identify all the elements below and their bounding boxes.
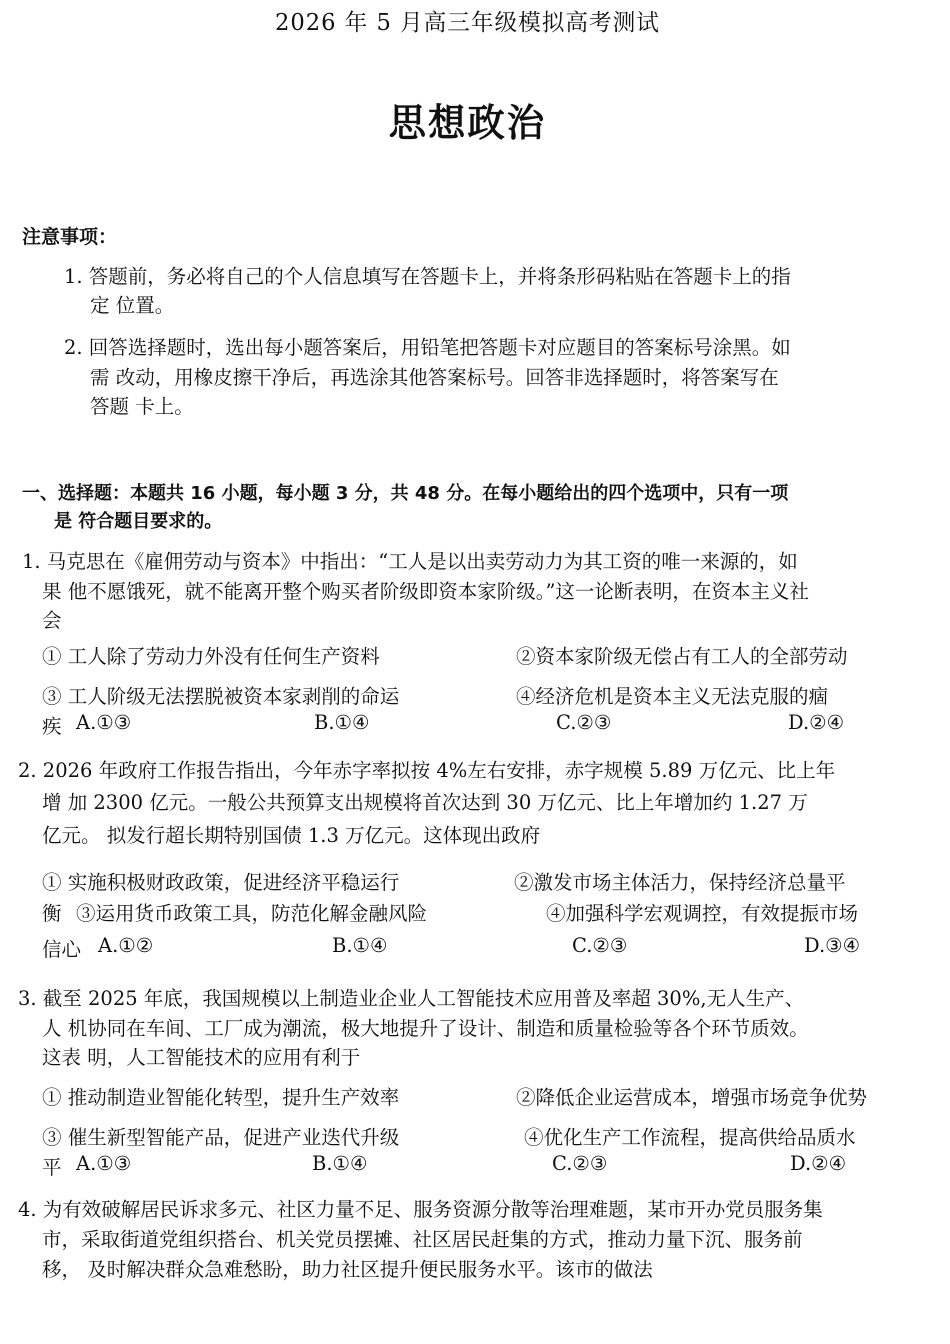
q1-answer-c: C.②③: [556, 711, 612, 734]
exam-header: 2026 年 5 月高三年级模拟高考测试: [274, 10, 660, 36]
notice-item-1-line-2: 定 位置。: [90, 294, 175, 317]
q3-stem-line-1: 3. 截至 2025 年底，我国规模以上制造业企业人工智能技术应用普及率超 30%,无人生产、: [18, 987, 805, 1010]
q1-stem-line-3: 会: [42, 609, 62, 632]
q1-option-3: ③ 工人阶级无法摆脱被资本家剥削的命运: [42, 685, 400, 708]
q1-option-2: ②资本家阶级无偿占有工人的全部劳动: [516, 645, 848, 668]
q4-stem-line-3: 移， 及时解决群众急难愁盼，助力社区提升便民服务水平。该市的做法: [42, 1258, 653, 1281]
q2-option-1: ① 实施积极财政政策，促进经济平稳运行: [42, 871, 400, 894]
q3-option-3: ③ 催生新型智能产品，促进产业迭代升级: [42, 1126, 400, 1149]
q2-answer-d: D.③④: [804, 934, 861, 957]
section-heading-line-2: 是 符合题目要求的。: [54, 511, 223, 532]
q2-option-4-continued: 信心: [42, 938, 82, 961]
q3-answer-a: A.①③: [76, 1152, 132, 1175]
notice-item-2-line-2: 需 改动，用橡皮擦干净后，再选涂其他答案标号。回答非选择题时，将答案写在: [90, 366, 779, 389]
q3-answer-c: C.②③: [552, 1152, 608, 1175]
notice-item-2-line-1: 2. 回答选择题时，选出每小题答案后，用铅笔把答题卡对应题目的答案标号涂黑。如: [64, 336, 791, 359]
q3-answer-d: D.②④: [790, 1152, 847, 1175]
q4-stem-line-1: 4. 为有效破解居民诉求多元、社区力量不足、服务资源分散等治理难题，某市开办党员服务集: [18, 1198, 823, 1221]
q3-stem-line-2: 人 机协同在车间、工厂成为潮流，极大地提升了设计、制造和质量检验等各个环节质效。: [42, 1017, 809, 1040]
q2-option-2: ②激发市场主体活力，保持经济总量平: [514, 871, 846, 894]
q1-option-4-continued: 疾: [42, 715, 62, 738]
q2-answer-a: A.①②: [98, 934, 154, 957]
notice-item-1-line-1: 1. 答题前，务必将自己的个人信息填写在答题卡上，并将条形码粘贴在答题卡上的指: [64, 265, 791, 288]
q3-answer-b: B.①④: [312, 1152, 368, 1175]
q2-stem-line-1: 2. 2026 年政府工作报告指出，今年赤字率拟按 4%左右安排，赤字规模 5.89 万亿元、比上年: [18, 759, 836, 782]
q4-stem-line-2: 市，采取街道党组织搭台、机关党员摆摊、社区居民赶集的方式，推动力量下沉、服务前: [42, 1228, 803, 1251]
q2-answer-b: B.①④: [332, 934, 388, 957]
q2-stem-line-2: 增 加 2300 亿元。一般公共预算支出规模将首次达到 30 万亿元、比上年增加约 1.27 万: [42, 791, 808, 814]
q3-option-4: ④优化生产工作流程，提高供给品质水: [524, 1126, 856, 1149]
q3-stem-line-3: 这表 明，人工智能技术的应用有利于: [42, 1046, 361, 1069]
q1-option-1: ① 工人除了劳动力外没有任何生产资料: [42, 645, 380, 668]
q1-option-4: ④经济危机是资本主义无法克服的痼: [516, 685, 829, 708]
section-heading-line-1: 一、选择题：本题共 16 小题，每小题 3 分，共 48 分。在每小题给出的四个选项中，只有一项: [22, 483, 789, 504]
notice-item-2-line-3: 答题 卡上。: [90, 395, 194, 418]
q3-option-1: ① 推动制造业智能化转型，提升生产效率: [42, 1086, 400, 1109]
q3-option-2: ②降低企业运营成本，增强市场竞争优势: [516, 1086, 868, 1109]
q3-option-4-continued: 平: [42, 1156, 62, 1179]
subject-title: 思想政治: [388, 101, 547, 145]
q2-stem-line-3: 亿元。 拟发行超长期特别国债 1.3 万亿元。这体现出政府: [42, 824, 541, 847]
q1-answer-d: D.②④: [788, 711, 845, 734]
q1-answer-b: B.①④: [314, 711, 370, 734]
q2-option-2-continued: 衡: [42, 902, 62, 925]
q1-stem-line-2: 果 他不愿饿死，就不能离开整个购买者阶级即资本家阶级。”这一论断表明，在资本主义社: [42, 580, 809, 603]
q2-option-4: ④加强科学宏观调控，有效提振市场: [546, 902, 859, 925]
q2-option-3: ③运用货币政策工具，防范化解金融风险: [76, 902, 428, 925]
q1-stem-line-1: 1. 马克思在《雇佣劳动与资本》中指出：“工人是以出卖劳动力为其工资的唯一来源的，如: [22, 550, 798, 573]
q1-answer-a: A.①③: [76, 711, 132, 734]
q2-answer-c: C.②③: [572, 934, 628, 957]
notice-heading: 注意事项：: [22, 226, 118, 248]
